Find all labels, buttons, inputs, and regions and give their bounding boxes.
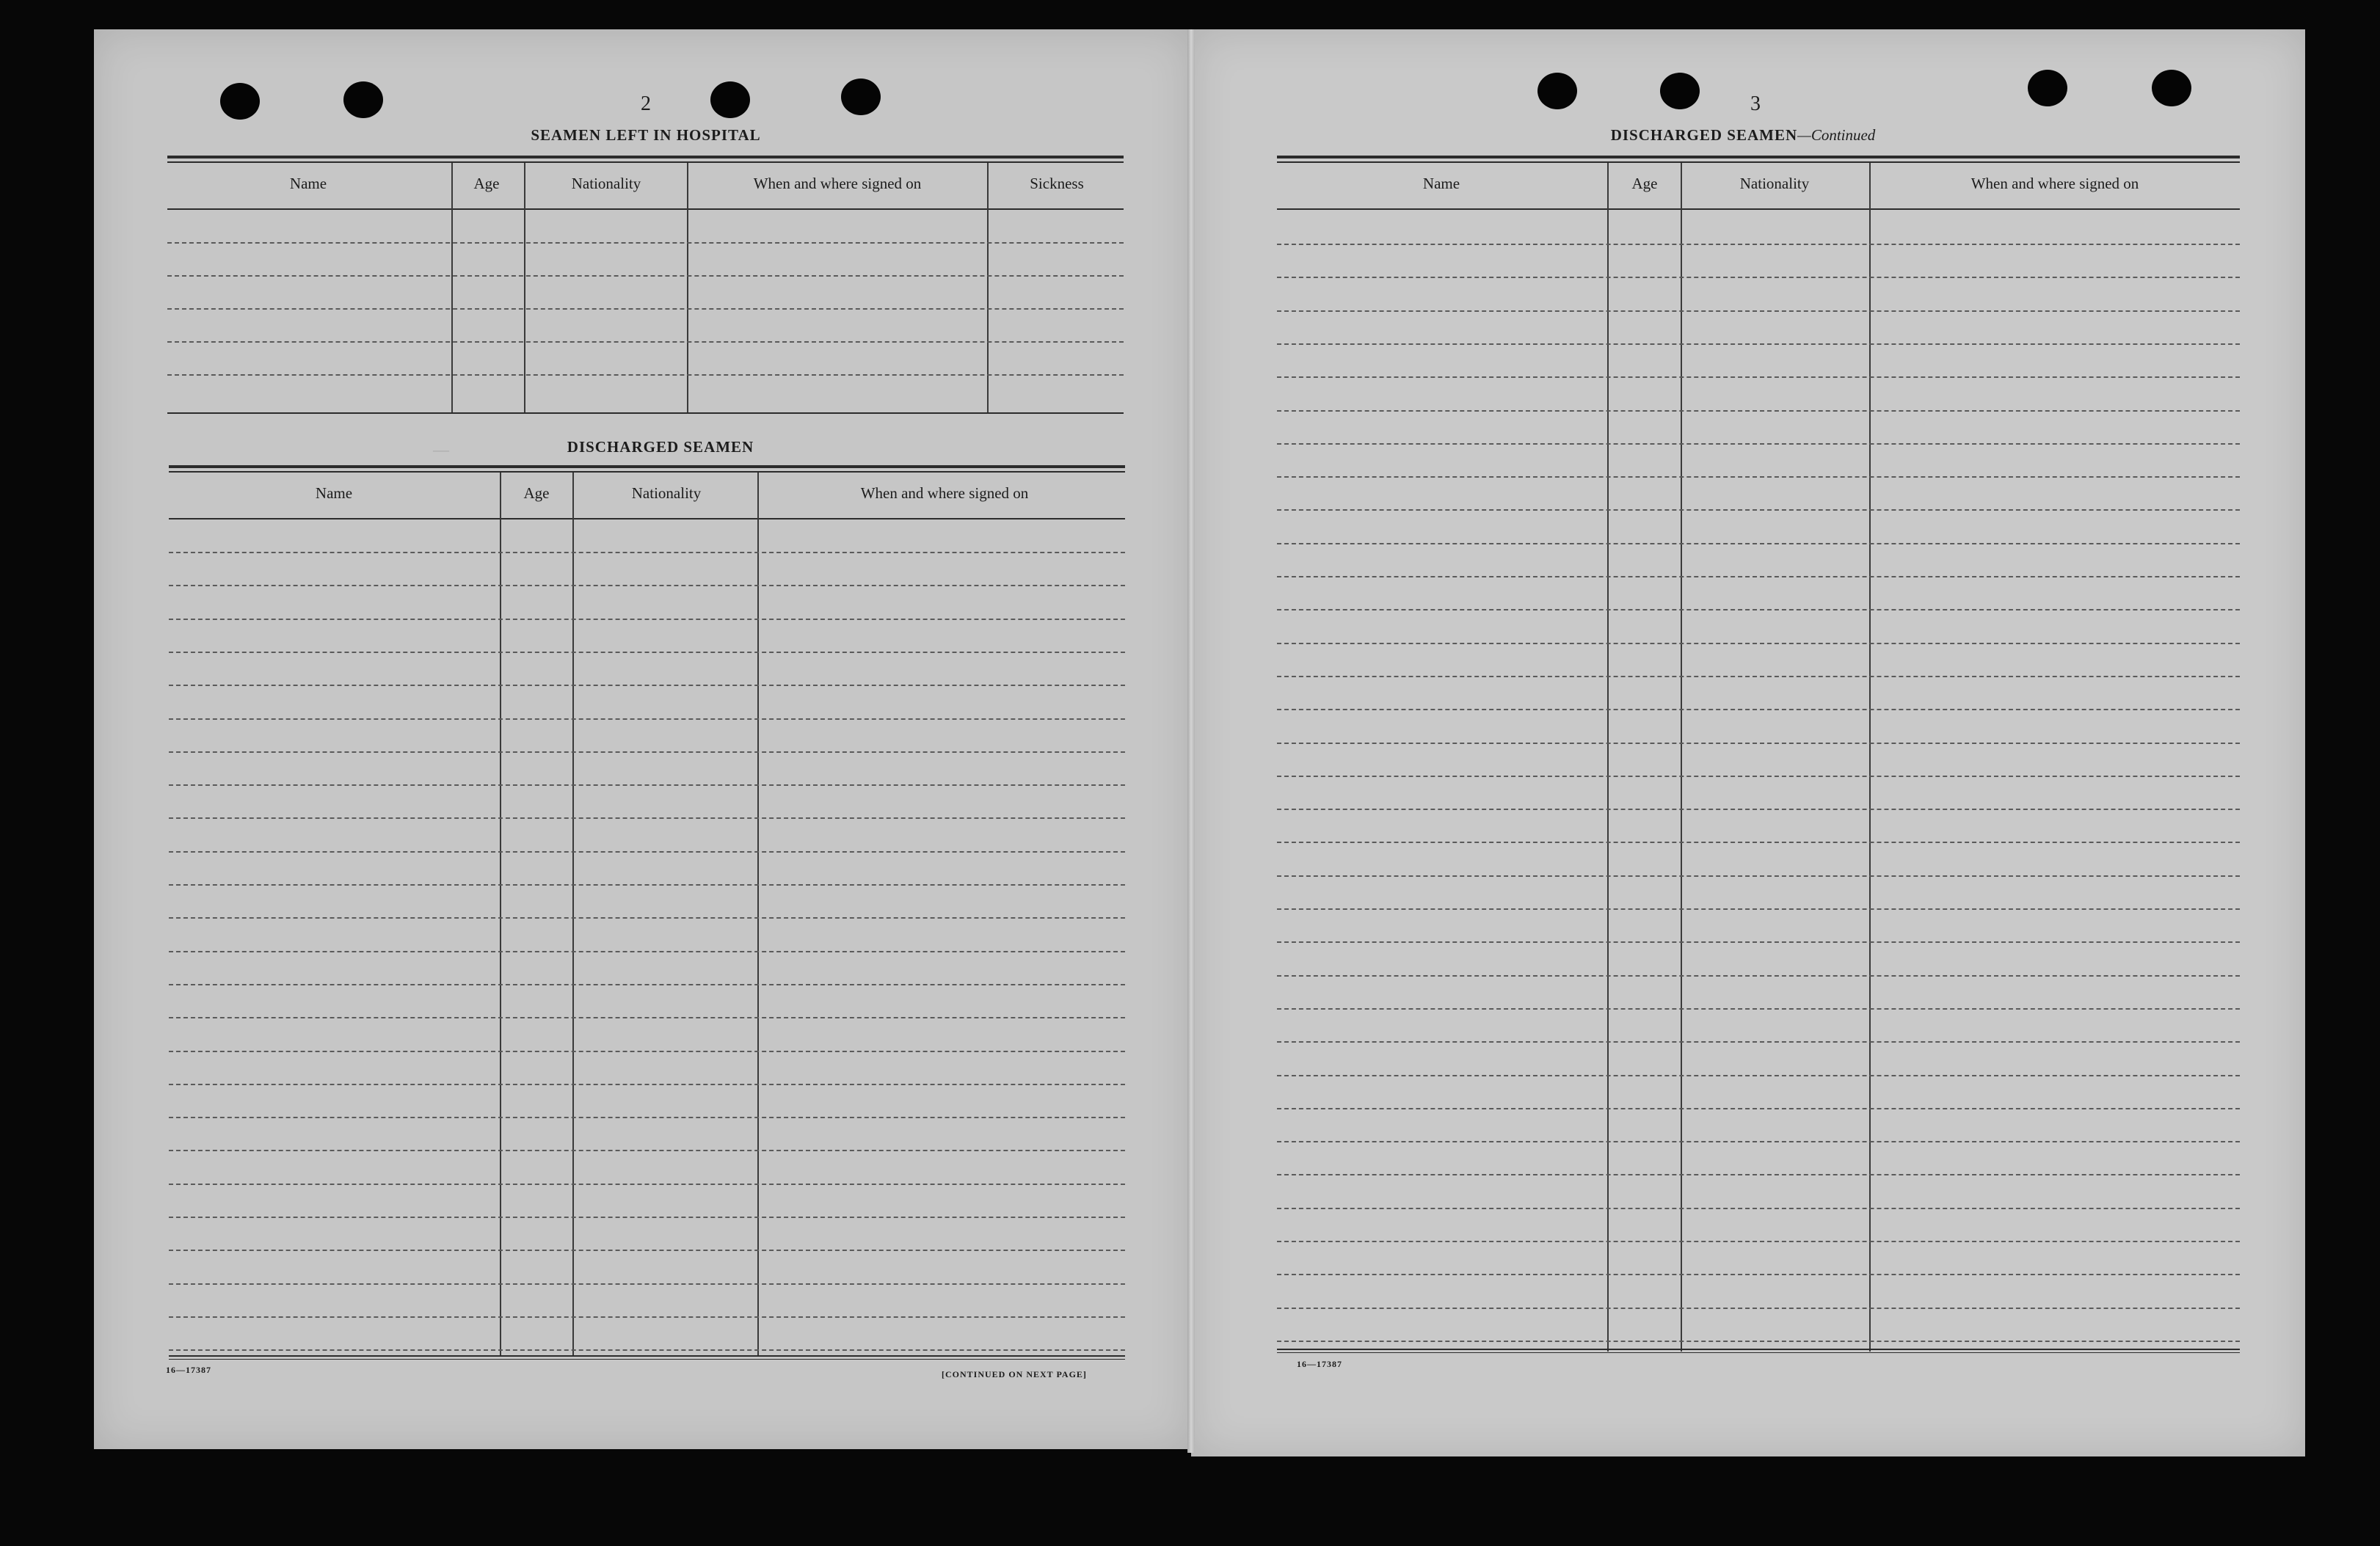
column-header-age: Age <box>523 484 550 502</box>
column-header-nationality: Nationality <box>571 175 641 192</box>
column-header-name: Name <box>1422 175 1460 192</box>
table-row <box>1277 709 2240 710</box>
punch-hole <box>1660 73 1700 109</box>
table-row <box>1277 1208 2240 1209</box>
column-header-signed-on: When and where signed on <box>1970 175 2139 192</box>
column-divider <box>572 473 574 1357</box>
table-row <box>1277 1274 2240 1275</box>
table-row <box>167 341 1124 343</box>
table-row <box>167 275 1124 277</box>
page-gutter <box>1187 29 1195 1453</box>
table-row <box>1277 1341 2240 1342</box>
table-row <box>167 242 1124 244</box>
table-row <box>169 718 1125 720</box>
table-row <box>1277 776 2240 777</box>
table-row <box>1277 1075 2240 1076</box>
table-row <box>1277 609 2240 610</box>
column-header-signed-on: When and where signed on <box>753 175 922 192</box>
form-number: 16—17387 <box>1297 1359 1342 1369</box>
table-row <box>169 552 1125 553</box>
table-row <box>1277 809 2240 810</box>
table-row <box>169 784 1125 786</box>
table-row <box>1277 443 2240 445</box>
table-row <box>1277 476 2240 478</box>
column-divider <box>500 473 501 1357</box>
form-number: 16—17387 <box>166 1365 211 1375</box>
table-bottom-rule <box>167 412 1124 414</box>
table-row <box>1277 244 2240 245</box>
column-header-nationality: Nationality <box>1739 175 1810 192</box>
table-bottom-rule <box>1277 1349 2240 1350</box>
column-divider <box>687 163 688 414</box>
table-top-rule <box>169 465 1125 468</box>
table-row <box>167 308 1124 310</box>
table-row <box>169 1017 1125 1018</box>
table-row <box>169 652 1125 653</box>
table-top-rule <box>169 471 1125 473</box>
column-header-name: Name <box>315 484 353 502</box>
continued-note: [CONTINUED ON NEXT PAGE] <box>942 1369 1087 1379</box>
table-bottom-rule <box>169 1355 1125 1357</box>
column-divider <box>524 163 525 414</box>
punch-hole <box>710 81 750 118</box>
table-row <box>169 1316 1125 1318</box>
table-row <box>1277 1174 2240 1175</box>
column-divider <box>757 473 759 1357</box>
title-suffix: —Continued <box>1797 126 1876 144</box>
table-row <box>1277 1308 2240 1309</box>
table-row <box>169 1117 1125 1118</box>
table-row <box>169 884 1125 886</box>
column-divider <box>451 163 453 414</box>
table-row <box>1277 410 2240 412</box>
table-top-rule <box>1277 156 2240 158</box>
column-header-age: Age <box>1631 175 1658 192</box>
column-header-nationality: Nationality <box>631 484 702 502</box>
table-top-rule <box>167 161 1124 163</box>
table-row <box>1277 543 2240 544</box>
table-row <box>169 1150 1125 1151</box>
header-bottom-rule <box>167 208 1124 210</box>
column-divider <box>1869 163 1871 1352</box>
table-row <box>167 374 1124 376</box>
table-row <box>1277 277 2240 278</box>
hospital-section-title: SEAMEN LEFT IN HOSPITAL <box>531 126 761 144</box>
table-row <box>169 1349 1125 1351</box>
page-number: 2 <box>641 92 651 115</box>
table-row <box>1277 743 2240 744</box>
table-row <box>169 851 1125 853</box>
column-header-name: Name <box>289 175 327 192</box>
table-bottom-rule <box>169 1359 1125 1360</box>
table-row <box>1277 509 2240 511</box>
table-row <box>1277 676 2240 677</box>
table-row <box>1277 1008 2240 1010</box>
bleed-through-text: — <box>433 440 449 459</box>
table-top-rule <box>1277 161 2240 163</box>
table-row <box>1277 376 2240 378</box>
header-bottom-rule <box>169 518 1125 519</box>
table-row <box>1277 576 2240 577</box>
table-row <box>169 1283 1125 1285</box>
table-row <box>169 685 1125 686</box>
discharged-section-title: DISCHARGED SEAMEN <box>567 438 754 456</box>
table-row <box>169 751 1125 753</box>
table-row <box>1277 875 2240 877</box>
table-row <box>169 817 1125 819</box>
table-row <box>1277 842 2240 843</box>
table-row <box>169 1250 1125 1251</box>
table-row <box>1277 343 2240 345</box>
discharged-continued-title <box>1611 126 1876 145</box>
table-row <box>169 1217 1125 1218</box>
punch-hole <box>2028 70 2067 106</box>
column-divider <box>987 163 989 414</box>
table-row <box>169 1084 1125 1085</box>
table-row <box>1277 1141 2240 1142</box>
table-row <box>169 917 1125 919</box>
table-row <box>169 1051 1125 1052</box>
table-row <box>169 984 1125 985</box>
punch-hole <box>2152 70 2191 106</box>
table-row <box>1277 310 2240 312</box>
table-row <box>1277 1041 2240 1043</box>
punch-hole <box>841 79 881 115</box>
table-row <box>1277 941 2240 943</box>
table-row <box>1277 975 2240 977</box>
punch-hole <box>343 81 383 118</box>
table-bottom-rule <box>1277 1352 2240 1353</box>
table-top-rule <box>167 156 1124 158</box>
title-text: DISCHARGED SEAMEN <box>1610 126 1798 144</box>
column-header-signed-on: When and where signed on <box>860 484 1029 502</box>
column-divider <box>1607 163 1609 1352</box>
column-header-age: Age <box>473 175 500 192</box>
table-row <box>1277 908 2240 910</box>
table-row <box>169 585 1125 586</box>
table-row <box>169 951 1125 952</box>
table-row <box>169 1184 1125 1185</box>
punch-hole <box>220 83 260 120</box>
punch-hole <box>1537 73 1577 109</box>
table-row <box>169 619 1125 620</box>
page-number: 3 <box>1750 92 1761 115</box>
table-row <box>1277 1241 2240 1242</box>
column-header-sickness: Sickness <box>1030 175 1084 192</box>
column-divider <box>1681 163 1682 1352</box>
table-row <box>1277 643 2240 644</box>
header-bottom-rule <box>1277 208 2240 210</box>
table-row <box>1277 1108 2240 1109</box>
